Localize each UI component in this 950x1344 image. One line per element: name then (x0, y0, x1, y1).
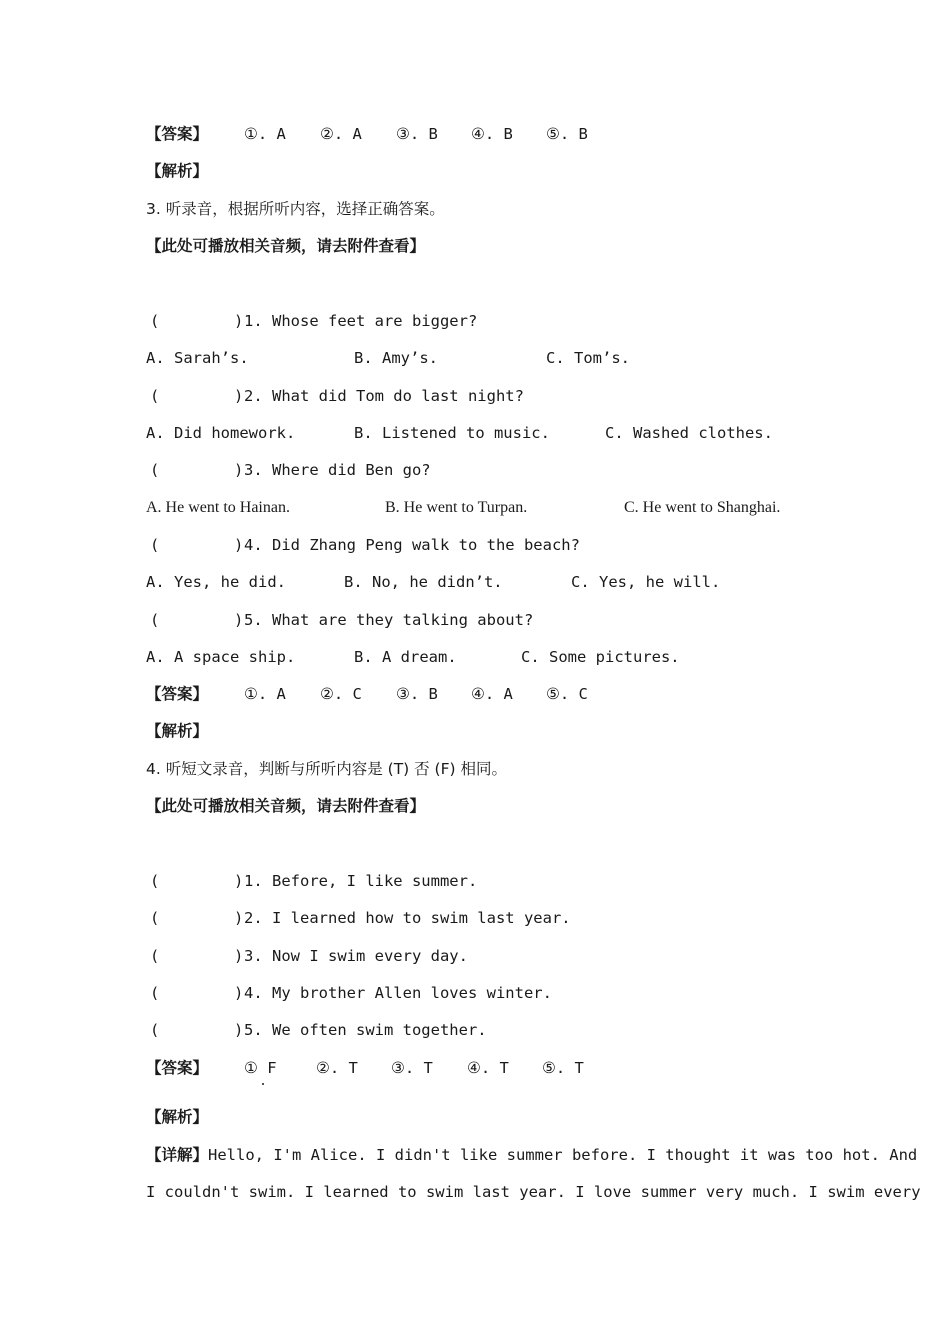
option-a: A. Sarah’s. (146, 349, 249, 367)
answer-5: ⑤. T (542, 1059, 584, 1077)
answer-2: ②. C (320, 685, 362, 703)
answer-blank: ( ) (150, 984, 244, 1002)
answer-5: ⑤. B (546, 125, 588, 143)
answer-blank: ( ) (150, 909, 244, 927)
analysis-label: 【解析】 (146, 162, 209, 180)
option-c: C. Some pictures. (521, 648, 680, 666)
answer-label: 【答案】 (146, 125, 209, 143)
option-c: C. He went to Shanghai. (624, 499, 781, 516)
answer-3: ③. T (391, 1059, 433, 1077)
answer-2: ②. T (316, 1059, 358, 1077)
answer-label: 【答案】 (146, 685, 209, 703)
question-4: 4. Did Zhang Peng walk to the beach? (244, 536, 580, 554)
statement-2: 2. I learned how to swim last year. (244, 909, 571, 927)
answer-label: 【答案】 (146, 1059, 209, 1077)
question-3: 3. Where did Ben go? (244, 461, 431, 479)
section-3-heading: 3. 听录音，根据所听内容，选择正确答案。 (146, 200, 445, 218)
answer-1: ①. A (244, 125, 286, 143)
detail-paragraph (146, 1145, 917, 1165)
answer-5: ⑤. C (546, 685, 588, 703)
audio-note: 【此处可播放相关音频，请去附件查看】 (146, 797, 426, 815)
detail-label: 【详解】 (146, 1146, 209, 1164)
answer-2: ②. A (320, 125, 362, 143)
answer-blank: ( ) (150, 461, 244, 479)
option-a: A. He went to Hainan. (146, 499, 290, 516)
section-4-heading: 4. 听短文录音，判断与所听内容是 (T) 否 (F) 相同。 (146, 760, 507, 778)
option-b: B. Amy’s. (354, 349, 438, 367)
option-c: C. Washed clothes. (605, 424, 773, 442)
option-c: C. Tom’s. (546, 349, 630, 367)
detail-line-2: I couldn't swim. I learned to swim last year. I love summer very much. I swim every (146, 1183, 921, 1201)
question-1: 1. Whose feet are bigger? (244, 312, 478, 330)
answer-1: ①. A (244, 685, 286, 703)
question-2: 2. What did Tom do last night? (244, 387, 524, 405)
option-b: B. He went to Turpan. (385, 499, 528, 516)
answer-blank: ( ) (150, 312, 244, 330)
option-a: A. Yes, he did. (146, 573, 286, 591)
question-5: 5. What are they talking about? (244, 611, 534, 629)
answer-3: ③. B (396, 125, 438, 143)
answer-blank: ( ) (150, 1021, 244, 1039)
option-a: A. Did homework. (146, 424, 296, 442)
detail-line-1: Hello, I'm Alice. I didn't like summer before. I thought it was too hot. And (208, 1146, 918, 1164)
statement-3: 3. Now I swim every day. (244, 947, 468, 965)
answer-blank: ( ) (150, 611, 244, 629)
option-b: B. A dream. (354, 648, 457, 666)
answer-4: ④. B (471, 125, 513, 143)
answer-blank: ( ) (150, 872, 244, 890)
analysis-label: 【解析】 (146, 722, 209, 740)
option-b: B. Listened to music. (354, 424, 550, 442)
statement-1: 1. Before, I like summer. (244, 872, 478, 890)
statement-4: 4. My brother Allen loves winter. (244, 984, 552, 1002)
option-b: B. No, he didn’t. (344, 573, 503, 591)
stray-dot (262, 1083, 264, 1085)
option-c: C. Yes, he will. (571, 573, 721, 591)
answer-1: ① F (244, 1059, 277, 1077)
answer-blank: ( ) (150, 536, 244, 554)
answer-4: ④. A (471, 685, 513, 703)
answer-blank: ( ) (150, 387, 244, 405)
answer-3: ③. B (396, 685, 438, 703)
analysis-label: 【解析】 (146, 1108, 209, 1126)
answer-blank: ( ) (150, 947, 244, 965)
option-a: A. A space ship. (146, 648, 296, 666)
statement-5: 5. We often swim together. (244, 1021, 487, 1039)
answer-4: ④. T (467, 1059, 509, 1077)
audio-note: 【此处可播放相关音频，请去附件查看】 (146, 237, 426, 255)
